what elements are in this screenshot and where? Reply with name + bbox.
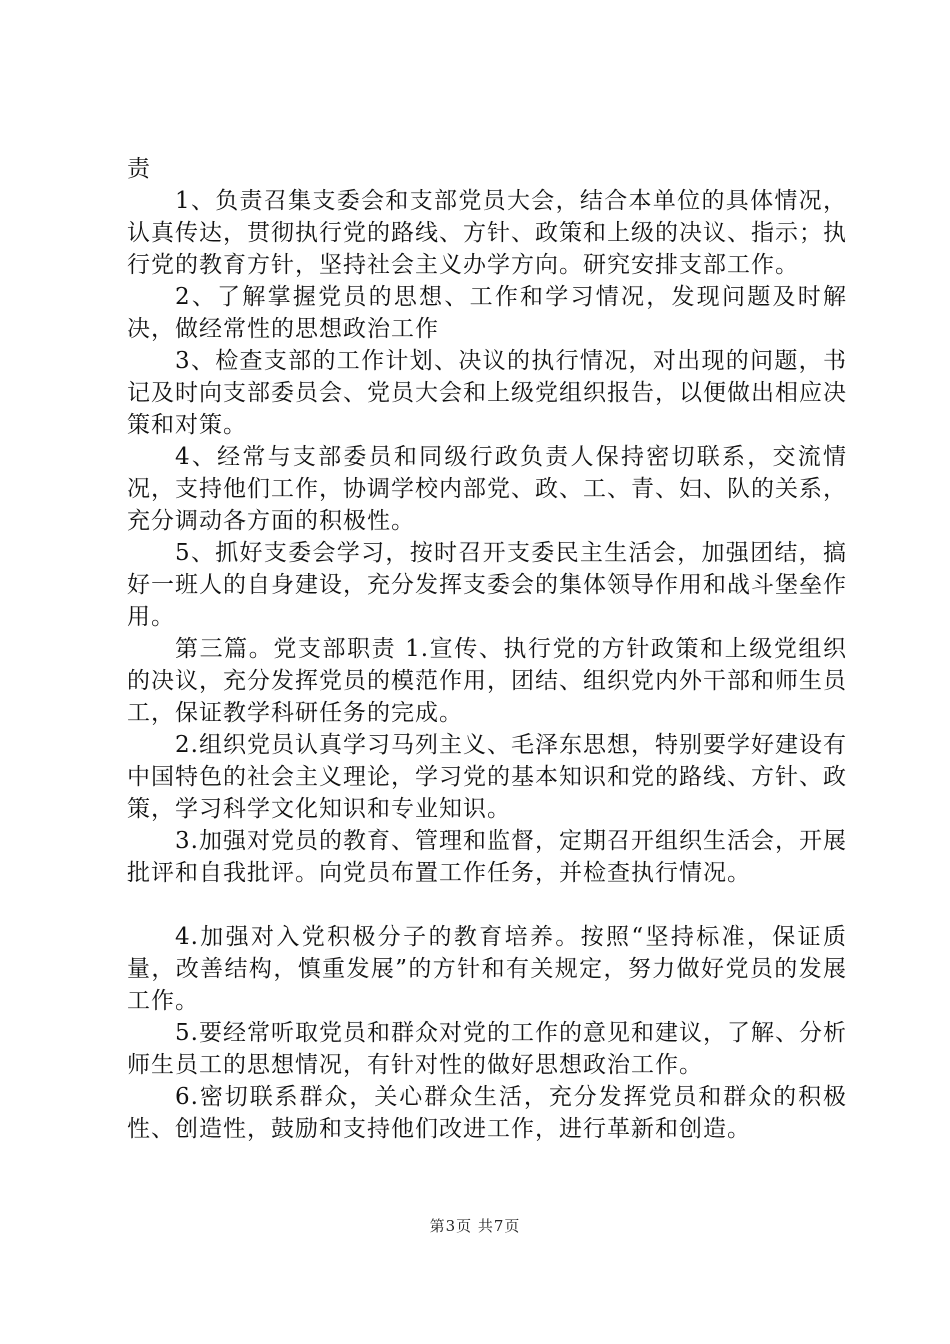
paragraph-heading-fragment: 责 (127, 156, 151, 182)
document-body (127, 153, 847, 1145)
paragraph-duty-4: 4、经常与支部委员和同级行政负责人保持密切联系，交流情况，支持他们工作，协调学校内部党、政、工、青、妇、队的关系，充分调动各方面的积极性。 (127, 444, 847, 534)
paragraph-duty-5: 5、抓好支委会学习，按时召开支委民主生活会，加强团结，搞好一班人的自身建设，充分发挥支委会的集体领导作用和战斗堡垒作用。 (127, 540, 847, 630)
paragraph-duty-1: 1、负责召集支委会和支部党员大会，结合本单位的具体情况，认真传达，贯彻执行党的路线、方针、政策和上级的决议、指示；执行党的教育方针，坚持社会主义办学方向。研究安排支部工作。 (127, 188, 847, 278)
page-footer: 第3页 共7页 (429, 1217, 521, 1235)
paragraph-duty-2: 2、了解掌握党员的思想、工作和学习情况，发现问题及时解决，做经常性的思想政治工作 (127, 284, 847, 342)
paragraph-section-three-2: 2.组织党员认真学习马列主义、毛泽东思想，特别要学好建设有中国特色的社会主义理论，学习党的基本知识和党的路线、方针、政策，学习科学文化知识和专业知识。 (127, 732, 847, 822)
paragraph-duty-3: 3、检查支部的工作计划、决议的执行情况，对出现的问题，书记及时向支部委员会、党员大会和上级党组织报告，以便做出相应决策和对策。 (127, 348, 847, 438)
paragraph-section-three-6: 6.密切联系群众，关心群众生活，充分发挥党员和群众的积极性、创造性，鼓励和支持他们改进工作，进行革新和创造。 (127, 1084, 847, 1142)
paragraph-section-three-1: 第三篇。党支部职责 1.宣传、执行党的方针政策和上级党组织的决议，充分发挥党员的模范作用，团结、组织党内外干部和师生员工，保证教学科研任务的完成。 (127, 636, 847, 726)
paragraph-section-three-5: 5.要经常听取党员和群众对党的工作的意见和建议，了解、分析师生员工的思想情况，有针对性的做好思想政治工作。 (127, 1020, 847, 1078)
paragraph-section-three-4: 4.加强对入党积极分子的教育培养。按照“坚持标准，保证质量，改善结构，慎重发展”的方针和有关规定，努力做好党员的发展工作。 (127, 924, 847, 1014)
paragraph-section-three-3: 3.加强对党员的教育、管理和监督，定期召开组织生活会，开展批评和自我批评。向党员布置工作任务，并检查执行情况。 (127, 828, 847, 886)
